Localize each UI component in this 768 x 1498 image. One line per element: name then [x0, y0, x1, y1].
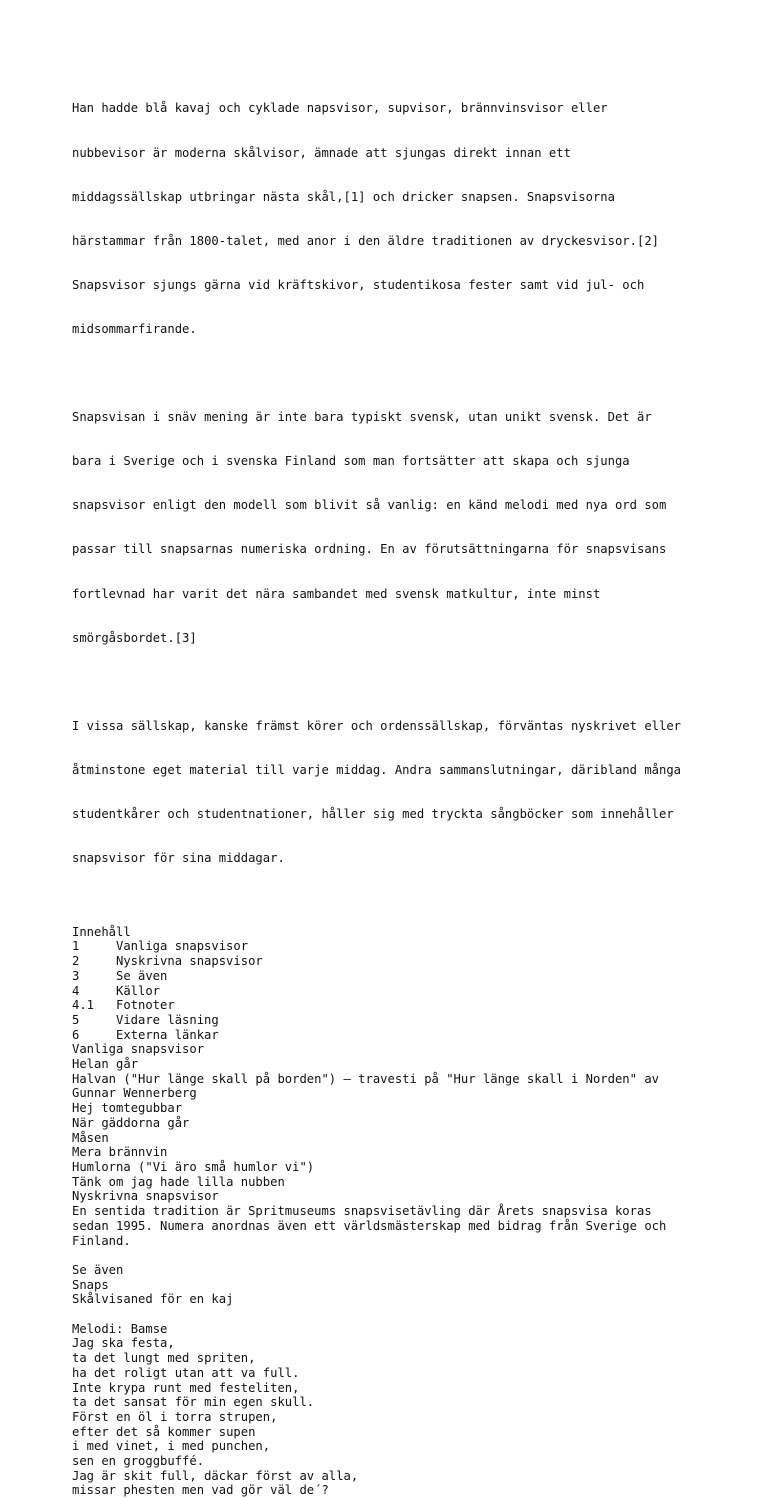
toc-item[interactable]	[72, 939, 712, 954]
toc-item[interactable]	[72, 1013, 712, 1028]
list-item: Skålvisaned för en kaj	[72, 1292, 234, 1307]
text-line: En sentida tradition är Spritmuseums snapsvisetävling där Årets snapsvisa koras	[72, 1204, 652, 1219]
lyric-line: missar phesten men vad gör väl de´?	[72, 1483, 329, 1498]
lyric-line: sen en groggbuffé.	[72, 1454, 205, 1469]
text-line: smörgåsbordet.[3]	[72, 630, 197, 645]
lyric-line: Först en öl i torra strupen,	[72, 1409, 278, 1424]
toc-item-label: Se även	[116, 968, 168, 983]
paragraph-gap	[72, 675, 712, 690]
text-line: bara i Sverige och i svenska Finland som man fortsätter att skapa och sjunga	[72, 454, 630, 469]
text-line: fortlevnad har varit det nära sambandet med svensk matkultur, inte minst	[72, 586, 601, 601]
text-line: härstammar från 1800-talet, med anor i den äldre traditionen av dryckesvisor.[2]	[72, 233, 659, 248]
toc-item-number: 5	[72, 1012, 80, 1027]
text-line: sedan 1995. Numera anordnas även ett världsmästerskap med bidrag från Sverige och	[72, 1218, 667, 1233]
paragraph-gap	[72, 1248, 712, 1263]
lyric-line: Inte krypa runt med festeliten,	[72, 1380, 300, 1395]
text-line: studentkårer och studentnationer, håller sig med tryckta sångböcker som innehåller	[72, 807, 674, 822]
text-line: midsommarfirande.	[72, 321, 197, 336]
section-vanliga-snapsvisor	[72, 1042, 712, 1189]
text-line: snapsvisor enligt den modell som blivit så vanlig: en känd melodi med nya ord som	[72, 498, 667, 513]
lyric-line: Jag ska festa,	[72, 1336, 175, 1351]
toc-heading: Innehåll	[72, 924, 131, 939]
section-heading: Nyskrivna snapsvisor	[72, 1189, 219, 1204]
toc-item-number: 6	[72, 1027, 80, 1042]
section-heading: Se även	[72, 1262, 124, 1277]
song-lyrics	[72, 1322, 712, 1498]
list-item: Helan går	[72, 1057, 139, 1072]
section-se-aven	[72, 1263, 712, 1307]
paragraph-gap	[72, 1307, 712, 1322]
toc-item-label: Fotnoter	[116, 998, 175, 1013]
list-item: Mera brännvin	[72, 1145, 168, 1160]
text-line: middagssällskap utbringar nästa skål,[1] och dricker snapsen. Snapsvisorna	[72, 189, 615, 204]
paragraph-gap	[72, 366, 712, 381]
lyric-line: Jag är skit full, däckar först av alla,	[72, 1468, 359, 1483]
list-item: Måsen	[72, 1130, 109, 1145]
text-line: Snapsvisan i snäv mening är inte bara typiskt svensk, utan unikt svensk. Det är	[72, 410, 652, 425]
lyric-line: ta det lungt med spriten,	[72, 1351, 256, 1366]
intro-paragraph-3	[72, 690, 712, 896]
section-nyskrivna-snapsvisor	[72, 1189, 712, 1248]
lyric-line: i med vinet, i med punchen,	[72, 1439, 271, 1454]
text-line: snapsvisor för sina middagar.	[72, 851, 285, 866]
toc-item-number: 4	[72, 983, 80, 998]
toc-item-number: 4.1	[72, 998, 95, 1013]
section-heading: Vanliga snapsvisor	[72, 1042, 205, 1057]
list-item: Humlorna ("Vi äro små humlor vi")	[72, 1159, 315, 1174]
toc-item[interactable]	[72, 984, 712, 999]
list-item: När gäddorna går	[72, 1115, 190, 1130]
text-line: I vissa sällskap, kanske främst körer och ordenssällskap, förväntas nyskrivet eller	[72, 718, 682, 733]
list-item: Snaps	[72, 1277, 109, 1292]
lyric-line: ta det sansat för min egen skull.	[72, 1395, 315, 1410]
list-item: Halvan ("Hur länge skall på borden") – travesti på "Hur länge skall i Norden" av	[72, 1071, 659, 1086]
list-item: Gunnar Wennerberg	[72, 1086, 197, 1101]
text-line: nubbevisor är moderna skålvisor, ämnade att sjungas direkt innan ett	[72, 145, 571, 160]
paragraph-gap	[72, 895, 712, 924]
intro-paragraph-1	[72, 72, 712, 366]
toc-item[interactable]	[72, 1028, 712, 1043]
list-item: Tänk om jag hade lilla nubben	[72, 1174, 285, 1189]
lyric-line: ha det roligt utan att va full.	[72, 1365, 300, 1380]
text-line: Finland.	[72, 1233, 131, 1248]
toc-item-label: Externa länkar	[116, 1027, 219, 1042]
toc-item-number: 2	[72, 954, 80, 969]
intro-paragraph-2	[72, 381, 712, 675]
song-melody: Melodi: Bamse	[72, 1321, 168, 1336]
toc-item[interactable]	[72, 969, 712, 984]
text-line: Han hadde blå kavaj och cyklade napsvisor, supvisor, brännvinsvisor eller	[72, 101, 608, 116]
text-line: åtminstone eget material till varje middag. Andra sammanslutningar, däribland många	[72, 763, 682, 778]
lyric-line: efter det så kommer supen	[72, 1424, 256, 1439]
table-of-contents	[72, 925, 712, 1043]
toc-item-number: 3	[72, 968, 80, 983]
toc-item[interactable]	[72, 998, 712, 1013]
toc-item-label: Vidare läsning	[116, 1012, 219, 1027]
list-item: Hej tomtegubbar	[72, 1101, 183, 1116]
text-line: passar till snapsarnas numeriska ordning. En av förutsättningarna för snapsvisans	[72, 542, 667, 557]
text-line: Snapsvisor sjungs gärna vid kräftskivor, studentikosa fester samt vid jul- och	[72, 277, 645, 292]
toc-item-label: Vanliga snapsvisor	[116, 939, 249, 954]
toc-item[interactable]	[72, 954, 712, 969]
toc-item-label: Källor	[116, 983, 161, 998]
toc-item-label: Nyskrivna snapsvisor	[116, 954, 263, 969]
toc-item-number: 1	[72, 939, 80, 954]
document-page	[72, 72, 712, 1498]
